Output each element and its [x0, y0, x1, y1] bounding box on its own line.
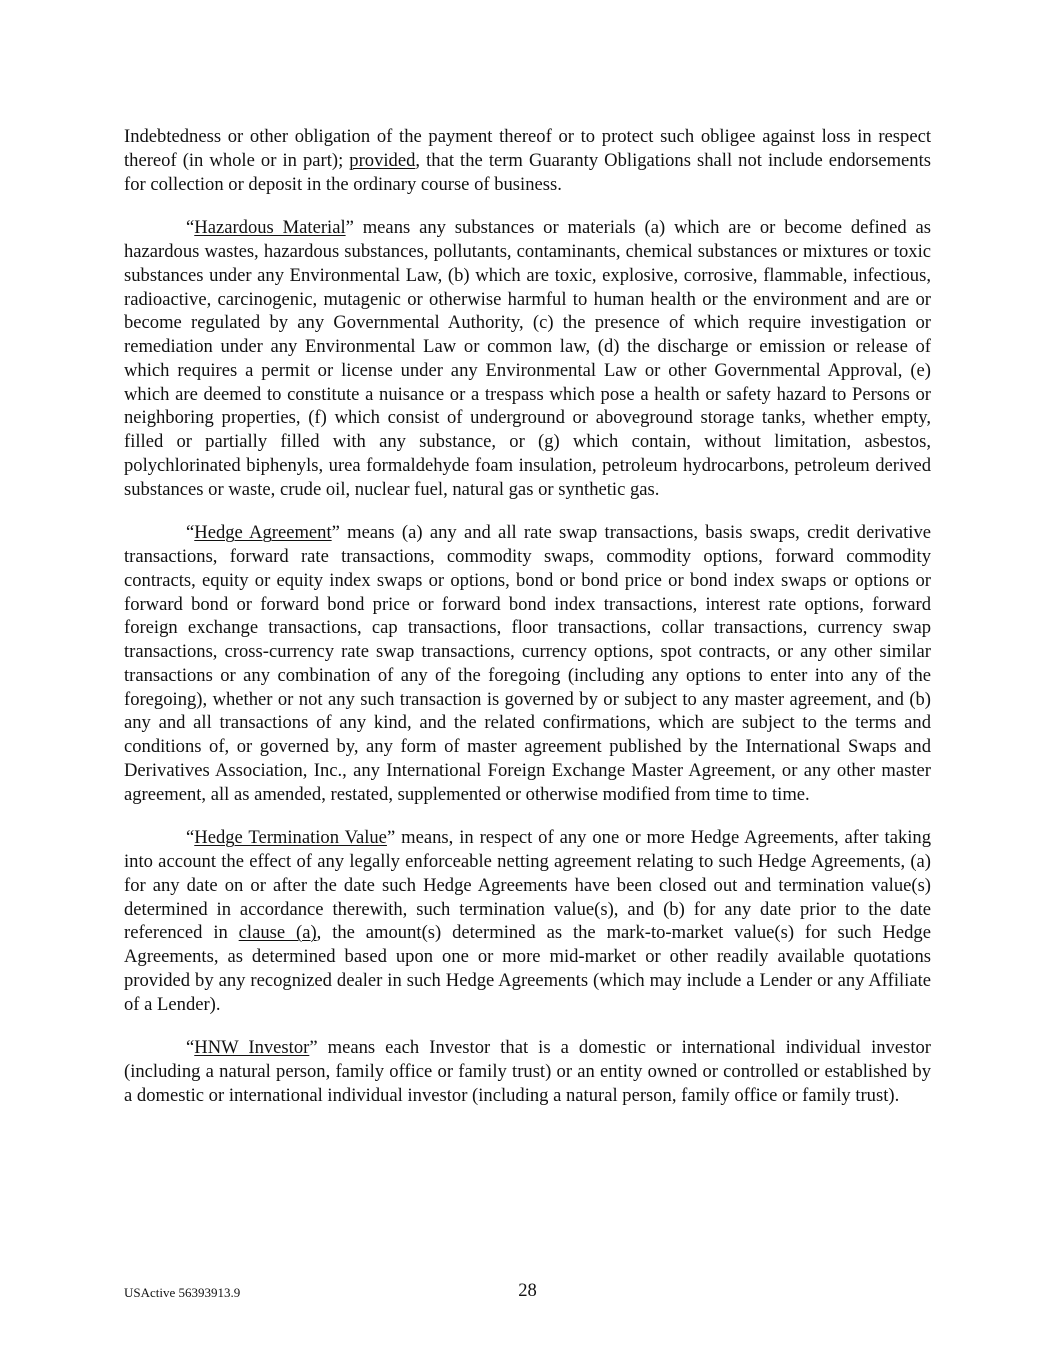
definition-hedge-termination-value: [124, 826, 931, 1016]
defined-term: Hedge Termination Value: [194, 827, 387, 849]
definition-text: ” means, in respect of any one or more Hedge Agreements, after taking into account the effect of any legally enforceable netting agreement relating to such Hedge Agreements, (a) for any date on or after the date such Hedge Agreements have been closed out and termination value(s) determined in accordance therewith, such termination value(s), and (b) for any date prior to the date referenced in: [124, 827, 931, 944]
defined-term-provided: provided: [349, 149, 416, 171]
defined-term: HNW Investor: [194, 1037, 310, 1059]
paragraph-continuation: [124, 125, 931, 196]
paragraph-text: Indebtedness or other obligation of the payment thereof or to protect such obligee against loss in respect thereof (in whole or in part);: [124, 126, 931, 171]
defined-term: Hedge Agreement: [194, 522, 332, 544]
clause-reference: clause (a): [238, 922, 317, 944]
definition-text: , the amount(s) determined as the mark-to-market value(s) for such Hedge Agreements, as determined based upon one or more mid-market or other readily available quotations provided by any recognized dealer in such Hedge Agreements (which may include a Lender or any Affiliate of a Lender).: [124, 922, 931, 1015]
paragraph-text: , that the term Guaranty Obligations shall not include endorsements for collection or deposit in the ordinary course of business.: [124, 149, 932, 195]
defined-term: Hazardous Material: [194, 217, 346, 239]
open-quote: “: [186, 522, 195, 544]
open-quote: “: [186, 1037, 195, 1059]
definition-hazardous-material: [124, 216, 931, 501]
page-number: 28: [518, 1280, 537, 1301]
document-body: [124, 125, 931, 1128]
definition-hnw-investor: [124, 1036, 931, 1107]
definition-hedge-agreement: [124, 521, 931, 806]
definition-text: ” means (a) any and all rate swap transactions, basis swaps, credit derivative transactions, forward rate transactions, commodity swaps, commodity options, forward commodity contracts, equity or equity index swaps or options, bond or bond price or bond index swaps or options or forward bond or forward bond price or forward bond index transactions, interest rate options, forward foreign exchange transactions, cap transactions, floor transactions, collar transactions, currency swap transactions, cross-currency rate swap transactions, currency options, spot contracts, or any other similar transactions or any combination of any of the foregoing (including any options to enter into any of the foregoing), whether or not any such transaction is governed by or subject to any master agreement, and (b) any and all transactions of any kind, and the related confirmations, which are subject to the terms and conditions of, or governed by, any form of master agreement published by the International Swaps and Derivatives Association, Inc., any International Foreign Exchange Master Agreement, or any other master agreement, all as amended, restated, supplemented or otherwise modified from time to time.: [124, 522, 932, 805]
open-quote: “: [186, 827, 195, 849]
open-quote: “: [186, 217, 195, 239]
footer-document-id: USActive 56393913.9: [124, 1285, 241, 1300]
definition-text: ” means each Investor that is a domestic or international individual investor (including a natural person, family office or family trust) or an entity owned or controlled or established by a domestic or international individual investor (including a natural person, family office or family trust).: [124, 1037, 931, 1106]
definition-text: ” means any substances or materials (a) which are or become defined as hazardous wastes, hazardous substances, pollutants, contaminants, chemical substances or mixtures or toxic substances under any Environmental Law, (b) which are toxic, explosive, corrosive, flammable, infectious, radioactive, carcinogenic, mutagenic or otherwise harmful to human health or the environment and are or become regulated by any Governmental Authority, (c) the presence of which require investigation or remediation under any Environmental Law or common law, (d) the discharge or emission or release of which requires a permit or license under any Environmental Law or other Governmental Approval, (e) which are deemed to constitute a nuisance or a trespass which pose a health or safety hazard to Persons or neighboring properties, (f) which consist of underground or aboveground storage tanks, whether empty, filled or partially filled with any substance, or (g) which contain, without limitation, asbestos, polychlorinated biphenyls, urea formaldehyde foam insulation, petroleum hydrocarbons, petroleum derived substances or waste, crude oil, nuclear fuel, natural gas or synthetic gas.: [124, 217, 931, 500]
